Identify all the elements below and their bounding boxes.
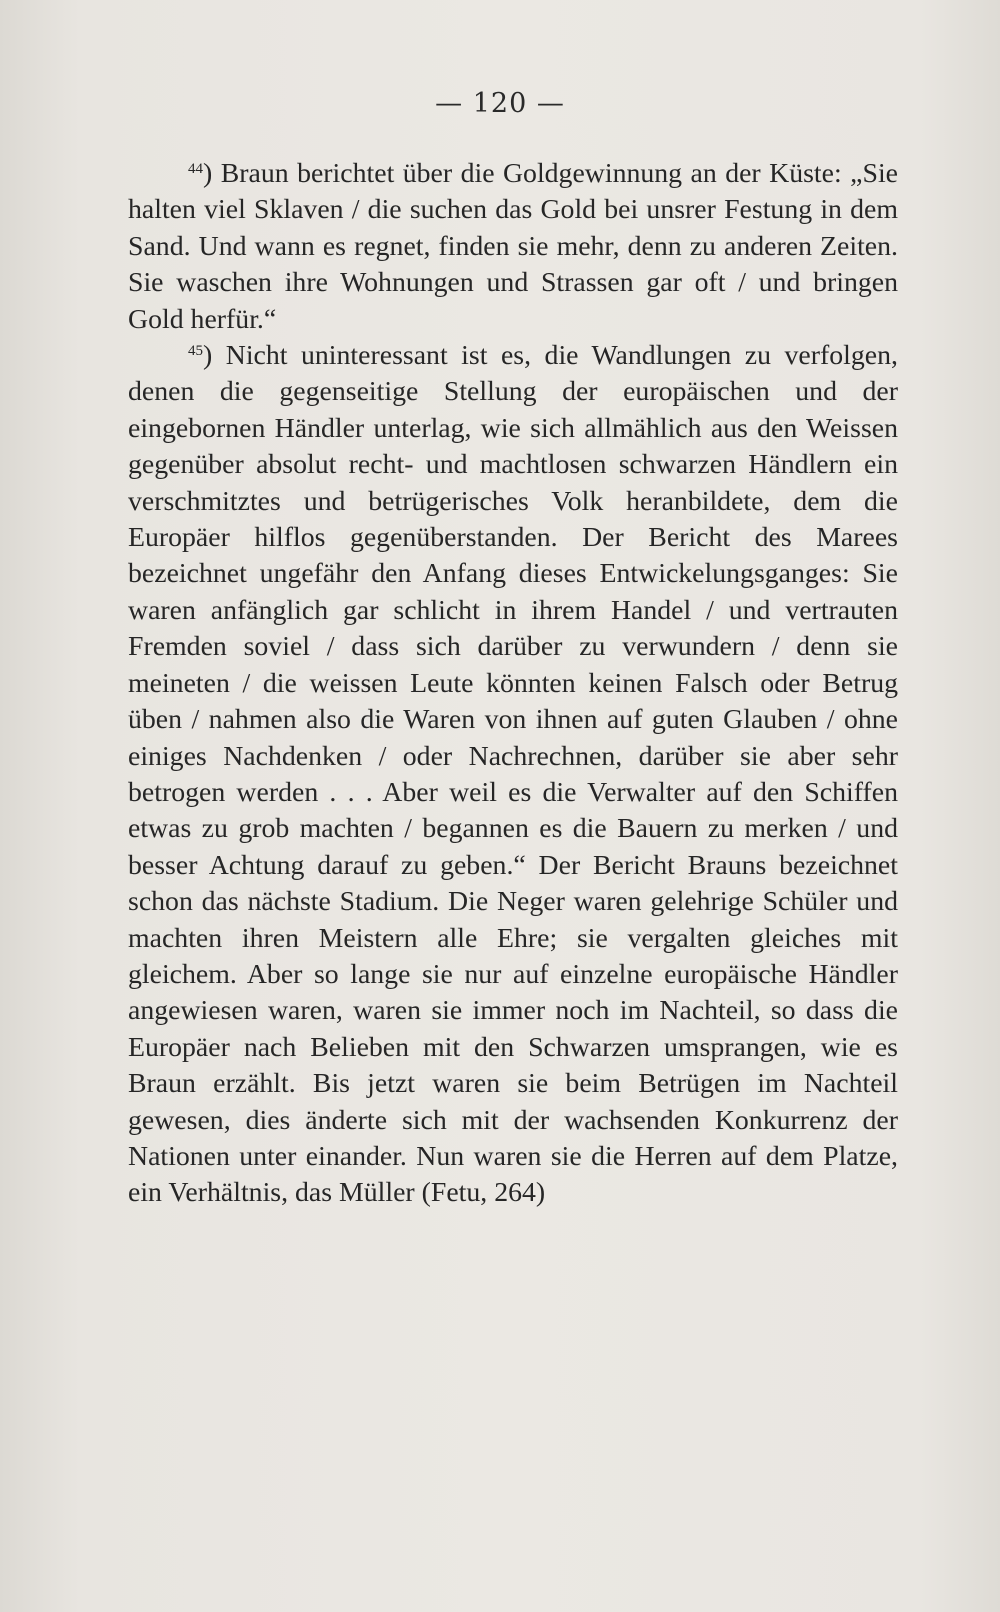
footnote-marker: 45 bbox=[188, 343, 203, 360]
footnote-45 bbox=[128, 338, 898, 1212]
page-number: — 120 — bbox=[435, 88, 565, 119]
footnote-marker: 44 bbox=[188, 161, 203, 177]
footnote-text: ) Nicht uninteressant ist es, die Wandlungen zu verfolgen, denen die gegenseitige Stellung der europäischen und der eingebornen Händler unterlag, wie sich allmählich aus den Weissen gegenüber absolut recht- und machtlosen schwarzen Händlern ein verschmitztes und betrügerisches Volk heranbildete, dem die Europäer hilflos gegenüberstanden. Der Bericht des Marees bezeichnet ungefähr den Anfang dieses Entwickelungsganges: Sie waren anfänglich gar schlicht in ihrem Handel / und vertrauten Fremden soviel / dass sich darüber zu verwundern / denn sie meineten / die weissen Leute könnten keinen Falsch oder Betrug üben / nahmen also die Waren von ihnen auf guten Glauben / ohne einiges Nachdenken / oder Nachrechnen, darüber sie aber sehr betrogen werden . . . Aber weil es die Verwalter auf den Schiffen etwas zu grob machten / begannen es die Bauern zu merken / und besser Achtung darauf zu geben.“ Der Bericht Brauns bezeichnet schon das nächste Stadium. Die Neger waren gelehrige Schüler und machten ihren Meistern alle Ehre; sie vergalten gleiches mit gleichem. Aber so lange sie nur auf einzelne europäische Händler angewiesen waren, waren sie immer noch im Nachteil, so dass die Europäer nach Belieben mit den Schwarzen umsprangen, wie es Braun erzählt. Bis jetzt waren sie beim Betrügen im Nachteil gewesen, dies änderte sich mit der wachsenden Konkurrenz der Nationen unter einander. Nun waren sie die Herren auf dem Platze, ein Verhältnis, das Müller (Fetu, 264) bbox=[128, 340, 898, 1209]
page-body bbox=[128, 156, 898, 1212]
footnote-44 bbox=[128, 156, 898, 338]
footnote-text: ) Braun berichtet über die Goldgewinnung an der Küste: „Sie halten viel Sklaven / die suchen das Gold bei unsrer Festung in dem Sand. Und wann es regnet, finden sie mehr, denn zu anderen Zeiten. Sie waschen ihre Wohnungen und Strassen gar oft / und bringen Gold herfür.“ bbox=[128, 158, 898, 335]
